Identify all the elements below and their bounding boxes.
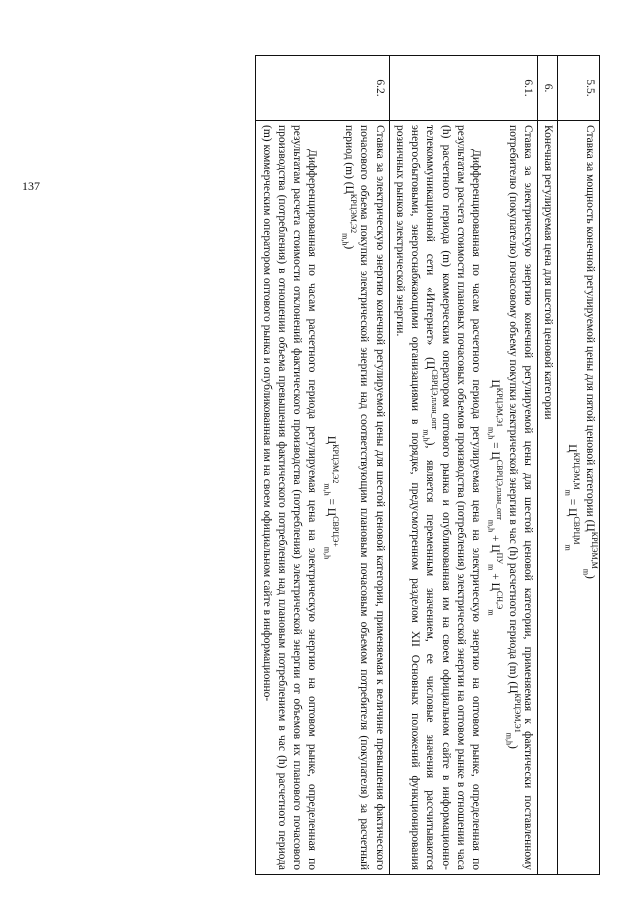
row-title: Ставка за мощность конечной регулируемой цены для пятой ценовой категории $(Ц^{КРЦЭМ,М}_m)$	[581, 125, 599, 579]
table-row	[256, 56, 389, 875]
formula: $Ц^{КРЦЭМ,Э1}_{m,h} = Ц^{СВРЦЭ,план\_опт}_{m,h} + Ц^{ПУ}_m + Ц^{СН,Э}_m$	[486, 379, 504, 616]
formula: $Ц^{КРЦЭМ,Э2}_{m,h} = Ц^{СВРЦЭ+}_{m,h}$	[322, 435, 340, 560]
table-row	[558, 56, 600, 875]
row-intro: Ставка за электрическую энергию конечной регулируемой цены для шестой ценовой категории, применяемая к фактически поставленному потребителю (покупателю) почасовому объему покупки электрической энергии в час (h) расчетного периода (m) $(Ц^{КРЦЭМ,Э1}_{m,h})$	[504, 125, 535, 870]
row-content	[389, 121, 538, 875]
table-row	[538, 56, 558, 875]
row-number: 6.	[538, 56, 558, 121]
page-number: 137	[22, 179, 40, 193]
row-number: 5.5.	[558, 56, 600, 121]
row-title: Конечная регулируемая цена для шестой ценовой категории	[538, 121, 558, 875]
row-number: 6.2.	[256, 56, 389, 121]
tariff-table	[255, 55, 600, 875]
rotated-page-content	[95, 55, 600, 875]
row-content	[558, 121, 600, 875]
row-content	[256, 121, 389, 875]
formula: $Ц^{КРЦЭМ,М}_m = Ц^{СВРЦМ}_m$	[563, 444, 581, 551]
row-intro: Ставка за электрическую энергию конечной регулируемой цены для шестой ценовой категории, применяемая к величине превышения фактического почасового объема покупки электрической энергии над соответствующим плановым почасовым объемом потребителя (покупателя) за расчетный период (m) $(Ц^{КРЦЭМ,Э2}_{m,h})$	[340, 125, 386, 870]
row-body: Дифференцированная по часам расчетного периода регулируемая цена на электрическую энергию на оптовом рынке, определенная по результатам расчета стоимости отклонений фактического производства (потребления) электрической энергии от объемов их планового почасового производства (потребления) в отношении объема превышения фактического потребления над плановым потреблением в час (h) расчетного периода (m) коммерческим оператором оптового рынка и опубликованная им на своем официальном сайте в информационно-	[260, 125, 319, 870]
row-number: 6.1.	[389, 56, 538, 121]
table-row	[389, 56, 538, 875]
row-body: Дифференцированная по часам расчетного периода регулируемая цена на электрическую энергию на оптовом рынке, определенная по результатам расчета стоимости плановых почасовых объемов производства (потребления) электрической энергии на оптовом рынке в отношении часа (h) расчетного периода (m) коммерческим оператором оптового рынка и опубликованная им на своем официальном сайте в информационно-телекоммуникационной сети «Интернет» $(Ц^{СВРЦЭ,план\_опт}_{m,h})$, является переменным значением, ее числовые значения рассчитываются энергосбытовыми, энергоснабжающими организациями в порядке, предусмотренном разделом XII Основных положений функционирования розничных рынков электрической энергии.	[393, 125, 483, 870]
